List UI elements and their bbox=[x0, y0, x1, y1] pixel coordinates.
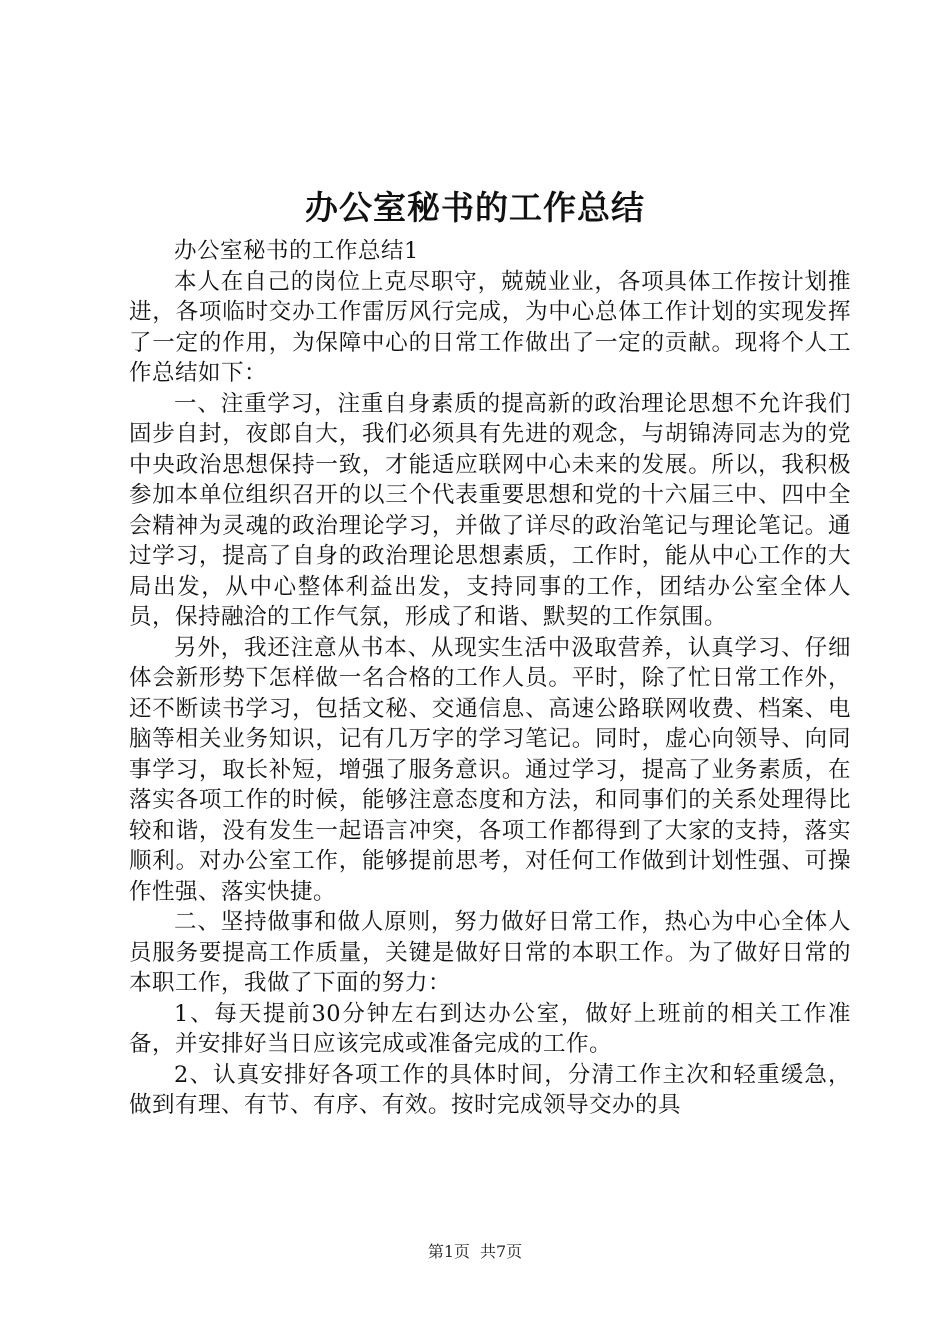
page-footer bbox=[0, 1240, 950, 1264]
document-body bbox=[129, 236, 851, 1121]
paragraph: 1、每天提前30分钟左右到达办公室，做好上班前的相关工作准备，并安排好当日应该完成或准备完成的工作。 bbox=[129, 1000, 851, 1057]
paragraph: 2、认真安排好各项工作的具体时间，分清工作主次和轻重缓急，做到有理、有节、有序、有效。按时完成领导交办的具 bbox=[129, 1061, 851, 1118]
paragraph: 本人在自己的岗位上克尽职守，兢兢业业，各项具体工作按计划推进，各项临时交办工作雷厉风行完成，为中心总体工作计划的实现发挥了一定的作用，为保障中心的日常工作做出了一定的贡献。现将个人工作总结如下： bbox=[129, 268, 851, 386]
page-total: 共7页 bbox=[480, 1242, 523, 1261]
page-number: 第1页 bbox=[427, 1242, 470, 1261]
paragraph: 二、坚持做事和做人原则，努力做好日常工作，热心为中心全体人员服务要提高工作质量，关键是做好日常的本职工作。为了做好日常的本职工作，我做了下面的努力： bbox=[129, 909, 851, 996]
paragraph: 另外，我还注意从书本、从现实生活中汲取营养，认真学习、仔细体会新形势下怎样做一名合格的工作人员。平时，除了忙日常工作外，还不断读书学习，包括文秘、交通信息、高速公路联网收费、档案、电脑等相关业务知识，记有几万字的学习笔记。同时，虚心向领导、向同事学习，取长补短，增强了服务意识。通过学习，提高了业务素质，在落实各项工作的时候，能够注意态度和方法，和同事们的关系处理得比较和谐，没有发生一起语言冲突，各项工作都得到了大家的支持，落实顺利。对办公室工作，能够提前思考，对任何工作做到计划性强、可操作性强、落实快捷。 bbox=[129, 634, 851, 905]
document-title: 办公室秘书的工作总结 bbox=[305, 188, 645, 227]
paragraph: 一、注重学习，注重自身素质的提高新的政治理论思想不允许我们固步自封，夜郎自大，我们必须具有先进的观念，与胡锦涛同志为的党中央政治思想保持一致，才能适应联网中心未来的发展。所以，我积极参加本单位组织召开的以三个代表重要思想和党的十六届三中、四中全会精神为灵魂的政治理论学习，并做了详尽的政治笔记与理论笔记。通过学习，提高了自身的政治理论思想素质，工作时，能从中心工作的大局出发，从中心整体利益出发，支持同事的工作，团结办公室全体人员，保持融洽的工作气氛，形成了和谐、默契的工作氛围。 bbox=[129, 390, 851, 630]
section-heading: 办公室秘书的工作总结1 bbox=[174, 238, 419, 264]
